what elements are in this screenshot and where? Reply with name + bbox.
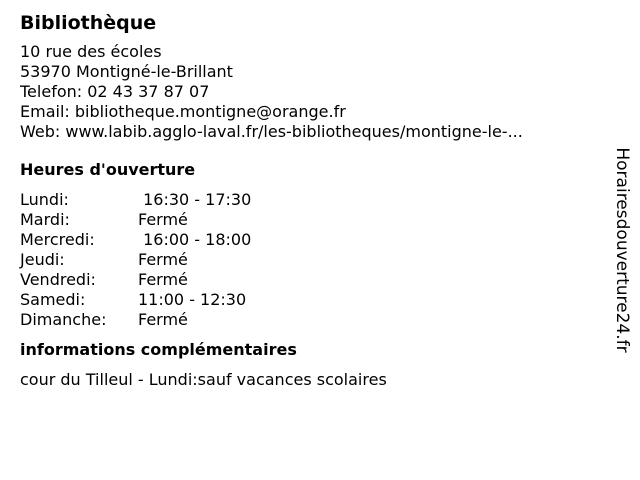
- site-watermark: Horairesdouverture24.fr: [612, 147, 632, 353]
- day-label: Mercredi:: [20, 230, 95, 249]
- day-label: Jeudi:: [20, 250, 65, 269]
- day-label: Mardi:: [20, 210, 70, 229]
- hours-value: 16:30 - 17:30: [138, 190, 252, 209]
- hours-value: Fermé: [138, 270, 188, 289]
- hours-value: Fermé: [138, 210, 188, 229]
- hours-row-tuesday: [20, 210, 600, 230]
- library-info-card: [20, 10, 600, 390]
- hours-value: Fermé: [138, 250, 188, 269]
- hours-value: 11:00 - 12:30: [138, 290, 247, 309]
- hours-value: Fermé: [138, 310, 188, 329]
- additional-info-heading: informations complémentaires: [20, 340, 297, 359]
- address-block: [20, 42, 600, 142]
- day-label: Dimanche:: [20, 310, 107, 329]
- email-address[interactable]: Email: bibliotheque.montigne@orange.fr: [20, 102, 346, 121]
- hours-row-saturday: [20, 290, 600, 310]
- additional-info-text: cour du Tilleul - Lundi:sauf vacances scolaires: [20, 370, 387, 389]
- website-link[interactable]: Web: www.labib.agglo-laval.fr/les-bibliotheques/montigne-le-...: [20, 122, 523, 141]
- hours-row-monday: [20, 190, 600, 210]
- hours-row-sunday: [20, 310, 600, 330]
- phone-number[interactable]: Telefon: 02 43 37 87 07: [20, 82, 210, 101]
- day-label: Vendredi:: [20, 270, 96, 289]
- city-address: 53970 Montigné-le-Brillant: [20, 62, 233, 81]
- day-label: Samedi:: [20, 290, 86, 309]
- street-address: 10 rue des écoles: [20, 42, 162, 61]
- opening-hours-heading: Heures d'ouverture: [20, 160, 196, 179]
- day-label: Lundi:: [20, 190, 69, 209]
- hours-row-thursday: [20, 250, 600, 270]
- page-title: Bibliothèque: [20, 12, 157, 34]
- hours-row-friday: [20, 270, 600, 290]
- hours-row-wednesday: [20, 230, 600, 250]
- opening-hours-table: [20, 190, 600, 330]
- hours-value: 16:00 - 18:00: [138, 230, 252, 249]
